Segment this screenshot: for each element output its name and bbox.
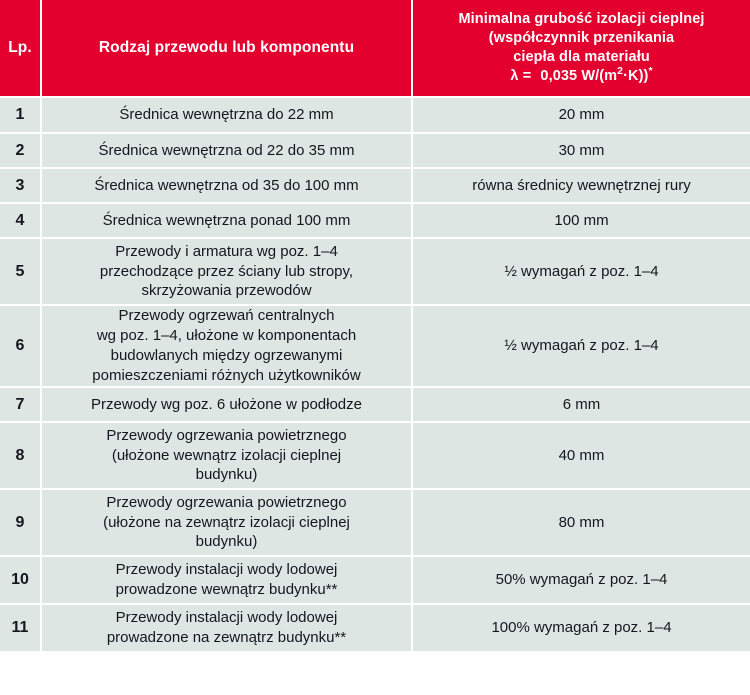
row-number-cell: 3 (0, 169, 40, 202)
lambda-exponent: 2 (617, 66, 624, 78)
insulation-thickness-line: 80 mm (558, 513, 605, 531)
pipe-kind-line: Przewody instalacji wody lodowej (115, 561, 338, 579)
pipe-kind-line: Średnica wewnętrzna od 35 do 100 mm (94, 176, 359, 194)
insulation-thickness-cell (413, 134, 750, 167)
insulation-thickness-line: 30 mm (558, 141, 605, 159)
pipe-kind-line: przechodzące przez ściany lub stropy, (99, 262, 354, 280)
pipe-kind-line: (ułożone na zewnątrz izolacji cieplnej (103, 513, 350, 531)
insulation-thickness-cell (413, 557, 750, 603)
table-row (0, 169, 750, 202)
column-header-thickness-line-2: (współczynnik przenikania (488, 29, 675, 46)
lambda-value: 0,035 W/(m (540, 68, 618, 85)
row-number-cell: 4 (0, 204, 40, 237)
pipe-kind-line: wg poz. 1–4, ułożone w komponentach (96, 327, 357, 345)
table-header-row (0, 0, 750, 96)
pipe-kind-line: Przewody wg poz. 6 ułożone w podłodze (91, 395, 362, 413)
lambda-tail: ·K)) (623, 68, 649, 85)
pipe-kind-line: budynku) (195, 533, 258, 551)
row-number-cell: 10 (0, 557, 40, 603)
insulation-thickness-cell (413, 204, 750, 237)
pipe-kind-line: budynku) (195, 466, 258, 484)
row-number-cell: 1 (0, 98, 40, 132)
insulation-thickness-line: ½ wymagań z poz. 1–4 (504, 262, 659, 280)
column-header-thickness-line-3: ciepła dla materiału (513, 48, 650, 65)
equals-symbol: = (522, 68, 532, 85)
pipe-kind-line: Średnica wewnętrzna od 22 do 35 mm (98, 141, 355, 159)
table-row (0, 605, 750, 651)
pipe-kind-line: budowlanych między ogrzewanymi (110, 347, 343, 364)
pipe-kind-cell (42, 98, 411, 132)
column-header-thickness (413, 0, 750, 96)
row-number-cell: 2 (0, 134, 40, 167)
pipe-kind-line: Przewody ogrzewania powietrznego (106, 493, 347, 511)
pipe-kind-cell (42, 605, 411, 651)
insulation-thickness-line: równa średnicy wewnętrznej rury (472, 176, 691, 194)
pipe-kind-line: prowadzone wewnątrz budynku** (115, 581, 338, 598)
table-row (0, 98, 750, 132)
table-row (0, 557, 750, 603)
insulation-thickness-cell (413, 98, 750, 132)
pipe-kind-cell (42, 306, 411, 386)
insulation-thickness-cell (413, 169, 750, 202)
pipe-kind-cell (42, 204, 411, 237)
insulation-thickness-line: 100% wymagań z poz. 1–4 (491, 619, 672, 637)
pipe-kind-cell (42, 239, 411, 304)
pipe-kind-line: Przewody i armatura wg poz. 1–4 (115, 242, 338, 260)
pipe-kind-line: Przewody ogrzewania powietrznego (106, 426, 347, 444)
table-row (0, 134, 750, 167)
table-row (0, 423, 750, 488)
pipe-kind-cell (42, 557, 411, 603)
row-number-cell: 11 (0, 605, 40, 651)
pipe-kind-line: Przewody instalacji wody lodowej (115, 609, 338, 627)
pipe-kind-cell (42, 169, 411, 202)
pipe-kind-line: prowadzone na zewnątrz budynku** (106, 629, 347, 646)
table-row (0, 306, 750, 386)
insulation-thickness-line: 6 mm (562, 395, 601, 413)
table-row (0, 239, 750, 304)
insulation-thickness-cell (413, 388, 750, 421)
row-number-cell: 8 (0, 423, 40, 488)
pipe-kind-line: skrzyżowania przewodów (141, 282, 312, 300)
insulation-thickness-cell (413, 423, 750, 488)
insulation-thickness-line: 100 mm (554, 211, 609, 229)
pipe-kind-cell (42, 490, 411, 555)
row-number-cell: 9 (0, 490, 40, 555)
pipe-kind-line: Średnica wewnętrzna ponad 100 mm (102, 211, 351, 229)
column-header-lambda-formula (458, 67, 704, 86)
pipe-kind-cell (42, 134, 411, 167)
pipe-kind-line: (ułożone wewnątrz izolacji cieplnej (111, 446, 342, 464)
column-header-lp: Lp. (0, 0, 40, 96)
pipe-kind-line: Przewody ogrzewań centralnych (118, 307, 335, 325)
pipe-kind-line: pomieszczeniami różnych użytkowników (92, 366, 361, 384)
insulation-thickness-cell (413, 239, 750, 304)
column-header-thickness-line-1: Minimalna grubość izolacji cieplnej (458, 11, 705, 28)
lambda-symbol: λ (510, 68, 519, 85)
table-row (0, 388, 750, 421)
insulation-thickness-line: 50% wymagań z poz. 1–4 (495, 571, 668, 589)
pipe-kind-cell (42, 423, 411, 488)
insulation-thickness-line: 40 mm (558, 446, 605, 464)
table-body (0, 96, 750, 695)
footnote-star-icon: * (648, 66, 653, 78)
row-number-cell: 7 (0, 388, 40, 421)
insulation-thickness-line: ½ wymagań z poz. 1–4 (504, 337, 659, 355)
row-number-cell: 5 (0, 239, 40, 304)
row-number-cell: 6 (0, 306, 40, 386)
table-row (0, 204, 750, 237)
insulation-thickness-cell (413, 306, 750, 386)
insulation-thickness-cell (413, 605, 750, 651)
column-header-kind: Rodzaj przewodu lub komponentu (42, 0, 411, 96)
table-row (0, 490, 750, 555)
insulation-thickness-line: 20 mm (558, 106, 605, 124)
pipe-kind-cell (42, 388, 411, 421)
insulation-thickness-cell (413, 490, 750, 555)
pipe-kind-line: Średnica wewnętrzna do 22 mm (119, 106, 334, 124)
